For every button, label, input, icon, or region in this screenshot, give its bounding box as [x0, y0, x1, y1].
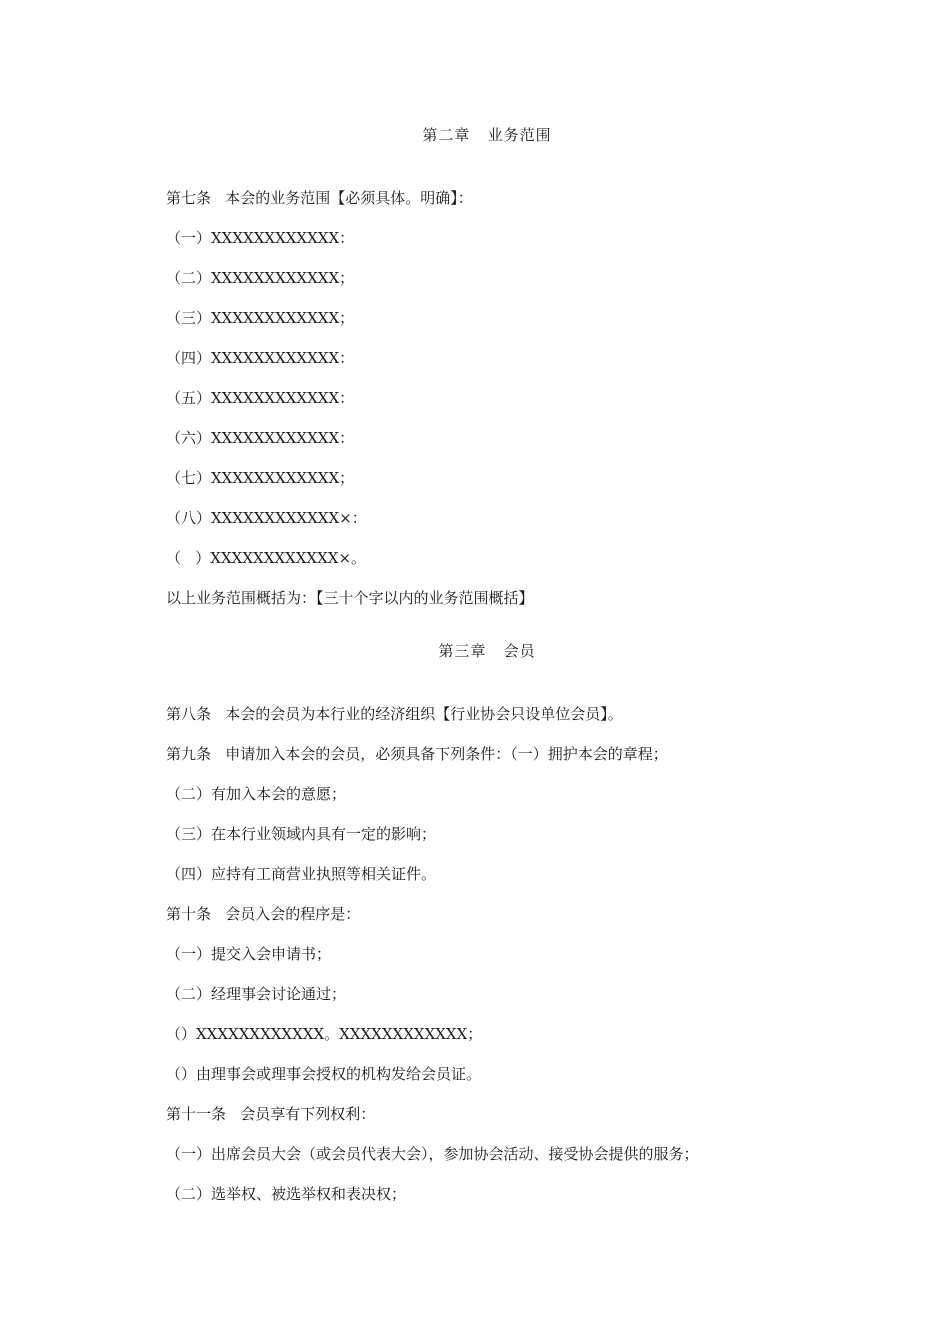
article-7: 第七条 本会的业务范围【必须具体。明确】： [166, 189, 473, 207]
list-item: （二）XXXXXXXXXXXX； [166, 269, 355, 287]
list-item: （一）提交入会申请书； [166, 945, 332, 963]
list-item: （一）出席会员大会（或会员代表大会），参加协会活动、接受协会提供的服务； [166, 1145, 699, 1163]
list-item: （一）XXXXXXXXXXXX： [166, 229, 355, 247]
chapter-3-heading: 第三章 会员 [438, 642, 536, 660]
list-item: （七）XXXXXXXXXXXX； [166, 469, 355, 487]
article-11: 第十一条 会员享有下列权利： [166, 1105, 376, 1123]
list-item: （四）XXXXXXXXXXXX： [166, 349, 355, 367]
list-item: （）由理事会或理事会授权的机构发给会员证。 [166, 1065, 482, 1083]
scope-summary: 以上业务范围概括为：【三十个字以内的业务范围概括】 [166, 589, 534, 607]
list-item: （五）XXXXXXXXXXXX： [166, 389, 355, 407]
list-item: （八）XXXXXXXXXXXX×： [166, 509, 367, 527]
list-item: （）XXXXXXXXXXXX。XXXXXXXXXXXX； [166, 1025, 483, 1043]
article-8: 第八条 本会的会员为本行业的经济组织【行业协会只设单位会员】。 [166, 705, 623, 723]
list-item: （六）XXXXXXXXXXXX： [166, 429, 355, 447]
list-item: （四）应持有工商营业执照等相关证件。 [166, 865, 437, 883]
list-item: （三）XXXXXXXXXXXX； [166, 309, 355, 327]
document-body [166, 122, 786, 1221]
list-item: （ ）XXXXXXXXXXXX×。 [166, 549, 367, 567]
list-item: （三）在本行业领域内具有一定的影响； [166, 825, 437, 843]
list-item: （二）经理事会讨论通过； [166, 985, 347, 1003]
list-item: （二）选举权、被选举权和表决权； [166, 1185, 407, 1203]
article-9: 第九条 申请加入本会的会员，必须具备下列条件：（一）拥护本会的章程； [166, 745, 668, 763]
list-item: （二）有加入本会的意愿； [166, 785, 347, 803]
article-10: 第十条 会员入会的程序是： [166, 905, 361, 923]
chapter-2-heading: 第二章 业务范围 [422, 126, 552, 144]
